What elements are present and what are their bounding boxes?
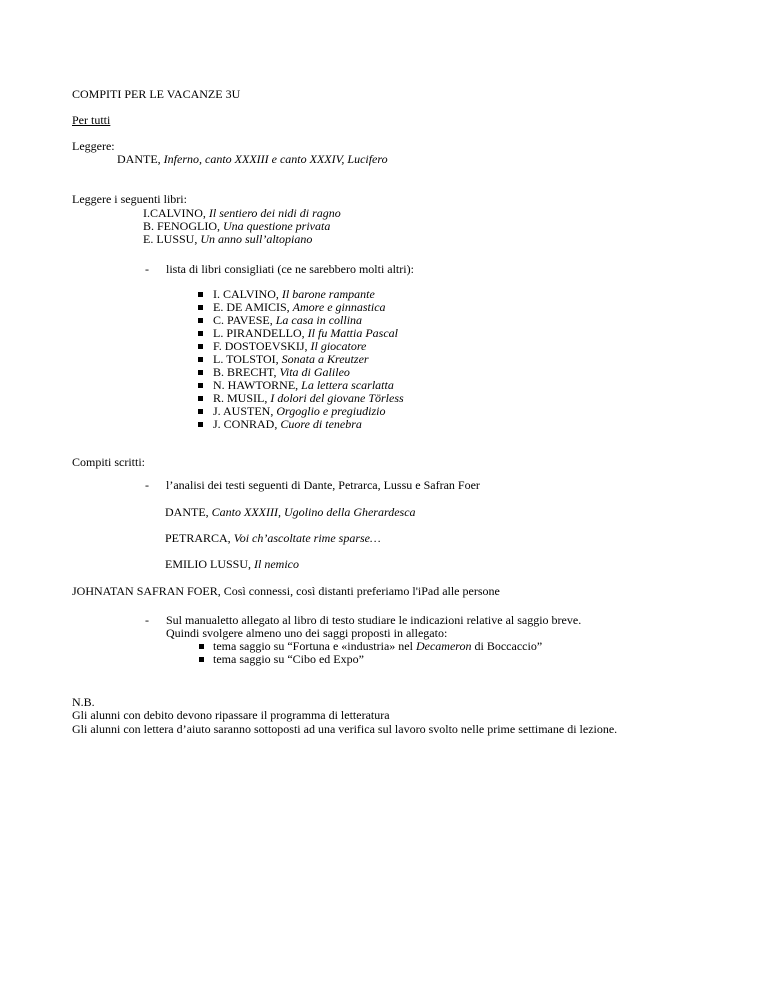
list-item: [143, 206, 341, 220]
bullet-icon: [199, 657, 204, 662]
bullet-icon: [198, 344, 203, 349]
item-work: Il giocatore: [310, 339, 367, 353]
item-author: C. PAVESE,: [213, 313, 273, 327]
item-author: L. TOLSTOI,: [213, 352, 279, 366]
list-item: [213, 391, 404, 405]
item-author: B. FENOGLIO,: [143, 219, 220, 233]
scritti-label: Compiti scritti:: [72, 455, 146, 469]
list-item: [165, 505, 416, 519]
item-work: Cuore di tenebra: [280, 417, 362, 431]
list-item: [213, 313, 362, 327]
item-author: B. BRECHT,: [213, 365, 277, 379]
item-work: Voi ch’ascoltate rime sparse…: [233, 531, 381, 545]
item-work: La lettera scarlatta: [301, 378, 394, 392]
item-author: L. PIRANDELLO,: [213, 326, 305, 340]
item-author: J. CONRAD,: [213, 417, 278, 431]
tema-1-post: di Boccaccio”: [474, 639, 543, 653]
saggio-dash: -: [145, 613, 149, 627]
bullet-icon: [198, 318, 203, 323]
list-item: [165, 557, 299, 571]
leggere-author: DANTE,: [117, 152, 161, 166]
nb-label: N.B.: [72, 695, 95, 709]
item-work: Una questione privata: [223, 219, 331, 233]
consigliati-dash: -: [145, 262, 149, 276]
item-work: Il fu Mattia Pascal: [307, 326, 398, 340]
leggere-label: Leggere:: [72, 139, 115, 153]
item-author: I.CALVINO,: [143, 206, 206, 220]
analisi-line: l’analisi dei testi seguenti di Dante, Petrarca, Lussu e Safran Foer: [166, 478, 480, 492]
bullet-icon: [198, 305, 203, 310]
item-author: J. AUSTEN,: [213, 404, 274, 418]
scritti-dash: -: [145, 478, 149, 492]
list-item: [213, 378, 394, 392]
list-item: [213, 352, 369, 366]
item-author: R. MUSIL,: [213, 391, 268, 405]
list-item: [213, 365, 350, 379]
item-author: N. HAWTORNE,: [213, 378, 299, 392]
bullet-icon: [198, 396, 203, 401]
libri-label: Leggere i seguenti libri:: [72, 192, 187, 206]
tema-1-italic: Decameron: [415, 639, 472, 653]
list-item: [165, 531, 381, 545]
list-item: [213, 417, 362, 431]
item-work: Un anno sull’altopiano: [200, 232, 313, 246]
item-author: E. DE AMICIS,: [213, 300, 290, 314]
item-work: Canto XXXIII, Ugolino della Gherardesca: [211, 505, 416, 519]
item-author: PETRARCA,: [165, 531, 231, 545]
section-subtitle: Per tutti: [72, 113, 111, 127]
item-author: E. LUSSU,: [143, 232, 198, 246]
saggio-line-1: Sul manualetto allegato al libro di testo studiare le indicazioni relative al saggio breve.: [166, 613, 582, 627]
bullet-icon: [198, 357, 203, 362]
tema-2: tema saggio su “Cibo ed Expo”: [213, 652, 364, 666]
nb-line-1: Gli alunni con debito devono ripassare il programma di letteratura: [72, 708, 390, 722]
item-work: Amore e ginnastica: [292, 300, 386, 314]
leggere-work: Inferno, canto XXXIII e canto XXXIV, Lucifero: [163, 152, 388, 166]
list-item: [143, 219, 330, 233]
nb-line-2: Gli alunni con lettera d’aiuto saranno sottoposti ad una verifica sul lavoro svolto nelle prime settimane di lezione.: [72, 722, 618, 736]
bullet-icon: [198, 370, 203, 375]
list-item: [213, 339, 366, 353]
item-author: I. CALVINO,: [213, 287, 279, 301]
bullet-icon: [198, 292, 203, 297]
item-work: Vita di Galileo: [279, 365, 350, 379]
item-work: Orgoglio e pregiudizio: [276, 404, 386, 418]
list-item: [213, 287, 375, 301]
saggio-line-2: Quindi svolgere almeno uno dei saggi proposti in allegato:: [166, 626, 448, 640]
item-work: Il nemico: [254, 557, 299, 571]
item-work: Il barone rampante: [281, 287, 375, 301]
tema-1-pre: tema saggio su “Fortuna e «industria» nel: [213, 639, 413, 653]
bullet-icon: [198, 409, 203, 414]
item-author: F. DOSTOEVSKIJ,: [213, 339, 308, 353]
list-item: [143, 232, 312, 246]
item-author: EMILIO LUSSU,: [165, 557, 251, 571]
list-item: [213, 300, 386, 314]
consigliati-label: lista di libri consigliati (ce ne sarebbero molti altri):: [166, 262, 414, 276]
list-item: [213, 404, 385, 418]
bullet-icon: [198, 422, 203, 427]
item-work: I dolori del giovane Törless: [270, 391, 404, 405]
leggere-line: [117, 152, 388, 166]
foer-line: JOHNATAN SAFRAN FOER, Così connessi, così distanti preferiamo l'iPad alle persone: [72, 584, 500, 598]
bullet-icon: [198, 331, 203, 336]
item-author: DANTE,: [165, 505, 209, 519]
item-work: Sonata a Kreutzer: [281, 352, 369, 366]
tema-1: [213, 639, 542, 653]
item-work: La casa in collina: [275, 313, 363, 327]
list-item: [213, 326, 398, 340]
item-work: Il sentiero dei nidi di ragno: [208, 206, 341, 220]
bullet-icon: [199, 644, 204, 649]
bullet-icon: [198, 383, 203, 388]
page-title: COMPITI PER LE VACANZE 3U: [72, 87, 241, 101]
